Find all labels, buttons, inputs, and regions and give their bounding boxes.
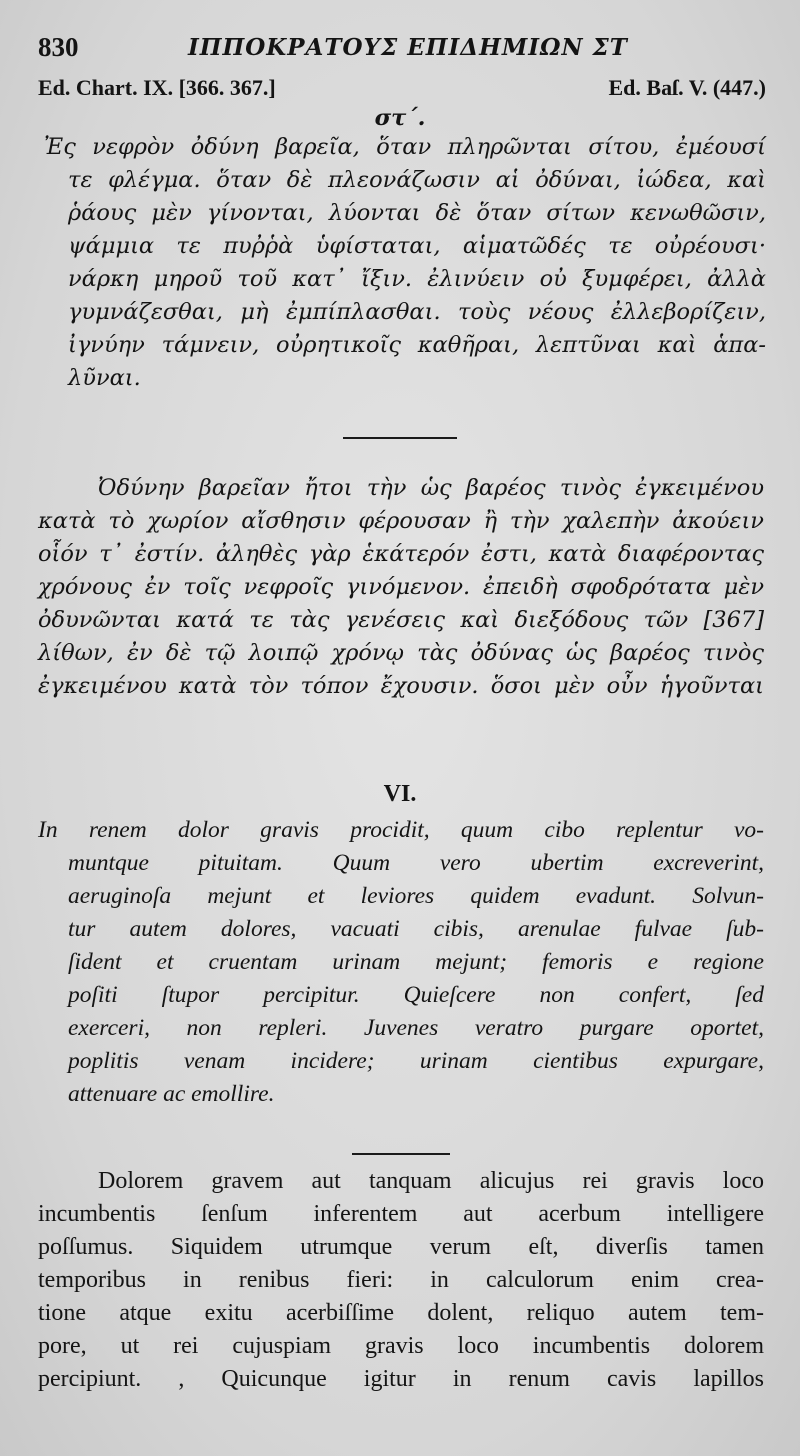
- text-line: ψάμμια τε πυῤῥὰ ὑφίσταται, αἱματῶδές τε οὐρέουσι·: [68, 233, 766, 259]
- text-line: γυμνάζεσθαι, μὴ ἐμπίπλασθαι. τοὺς νέους ἐλλεβορίζειν,: [68, 299, 766, 325]
- show-through-texture: ⠀ ⠀: [40, 114, 353, 139]
- edition-line: [0, 75, 800, 105]
- latin-commentary: [38, 1165, 764, 1396]
- text-line: poſſumus. Siquidem utrumque verum eſt, diverſis tamen: [38, 1234, 764, 1260]
- text-line: aeruginoſa mejunt et leviores quidem evadunt. Solvun-: [68, 883, 764, 909]
- text-line: temporibus in renibus fieri: in calculorum enim crea-: [38, 1267, 764, 1293]
- text-line: In renem dolor gravis procidit, quum cibo replentur vo-: [38, 817, 764, 843]
- edition-reference-right: Ed. Baſ. V. (447.): [608, 75, 766, 100]
- text-line: κατὰ τὸ χωρίον αἴσθησιν φέρουσαν ἢ τὴν χαλεπὴν ἀκούειν: [38, 508, 764, 534]
- greek-aphorism: [44, 131, 766, 395]
- text-line: muntque pituitam. Quum vero ubertim excreverint,: [68, 850, 764, 876]
- text-line: χρόνους ἐν τοῖς νεφροῖς γινόμενον. ἐπειδὴ σφοδρότατα μὲν: [38, 574, 764, 600]
- latin-aphorism: [38, 814, 764, 1111]
- text-line: pore, ut rei cujuspiam gravis loco incumbentis dolorem: [38, 1333, 764, 1359]
- edition-reference-left: Ed. Chart. IX. [366. 367.]: [38, 75, 276, 100]
- text-line: οἷόν τ᾽ ἐστίν. ἀληθὲς γὰρ ἑκάτερόν ἐστι, κατὰ διαφέροντας: [38, 541, 764, 567]
- text-line: ὀδυνῶνται κατά τε τὰς γενέσεις καὶ διεξόδους τῶν [367]: [38, 607, 764, 633]
- text-line: attenuare ac emollire.: [68, 1081, 275, 1107]
- greek-commentary: [38, 472, 764, 703]
- text-line: poplitis venam incidere; urinam cientibus expurgare,: [68, 1048, 764, 1074]
- page-number: 830: [38, 32, 79, 62]
- text-line: τε φλέγμα. ὅταν δὲ πλεονάζωσιν αἱ ὀδύναι, ἰώδεα, καὶ: [68, 167, 766, 193]
- text-line: exerceri, non repleri. Juvenes veratro purgare oportet,: [68, 1015, 764, 1041]
- text-line: Ὀδύνην βαρεῖαν ἤτοι τὴν ὡς βαρέος τινὸς ἐγκειμένου: [98, 475, 764, 501]
- section-divider: [352, 1153, 450, 1155]
- section-divider: [343, 437, 457, 439]
- text-line: λῦναι.: [68, 365, 141, 391]
- text-line: λίθων, ἐν δὲ τῷ λοιπῷ χρόνῳ τὰς ὀδύνας ὡς βαρέος τινὸς: [38, 640, 764, 666]
- text-line: tione atque exitu acerbiſſime dolent, reliquo autem tem-: [38, 1300, 764, 1326]
- text-line: tur autem dolores, vacuati cibis, arenulae fulvae ſub-: [68, 916, 764, 942]
- text-line: ſident et cruentam urinam mejunt; femoris e regione: [68, 949, 764, 975]
- page-header: [0, 32, 800, 68]
- text-line: incumbentis ſenſum inferentem aut acerbum intelligere: [38, 1201, 764, 1227]
- text-line: ῥάους μὲν γίνονται, λύονται δὲ ὅταν σίτων κενωθῶσιν,: [68, 200, 766, 226]
- text-line: Ἐς νεφρὸν ὀδύνη βαρεῖα, ὅταν πληρῶνται σίτου, ἐμέουσί: [44, 134, 766, 160]
- text-line: percipiunt. , Quicunque igitur in renum cavis lapillos: [38, 1366, 764, 1392]
- text-line: poſiti ſtupor percipitur. Quieſcere non confert, ſed: [68, 982, 764, 1008]
- text-line: Dolorem gravem aut tanquam alicujus rei gravis loco: [98, 1168, 764, 1194]
- latin-section-number: VI.: [383, 781, 417, 807]
- text-line: ἐγκειμένου κατὰ τὸν τόπον ἔχουσιν. ὅσοι μὲν οὖν ἡγοῦνται: [38, 673, 764, 699]
- running-title: ΙΠΠΟΚΡΑΤΟΥΣ ΕΠΙΔΗΜΙΩΝ ΣΤ: [188, 34, 628, 61]
- text-line: ἰγνύην τάμνειν, οὐρητικοῖς καθῆραι, λεπτῦναι καὶ ἁπα-: [68, 332, 766, 358]
- text-line: νάρκη μηροῦ τοῦ κατ᾽ ἴξιν. ἐλινύειν οὐ ξυμφέρει, ἀλλὰ: [68, 266, 766, 292]
- greek-section-number: στ΄.: [374, 105, 426, 131]
